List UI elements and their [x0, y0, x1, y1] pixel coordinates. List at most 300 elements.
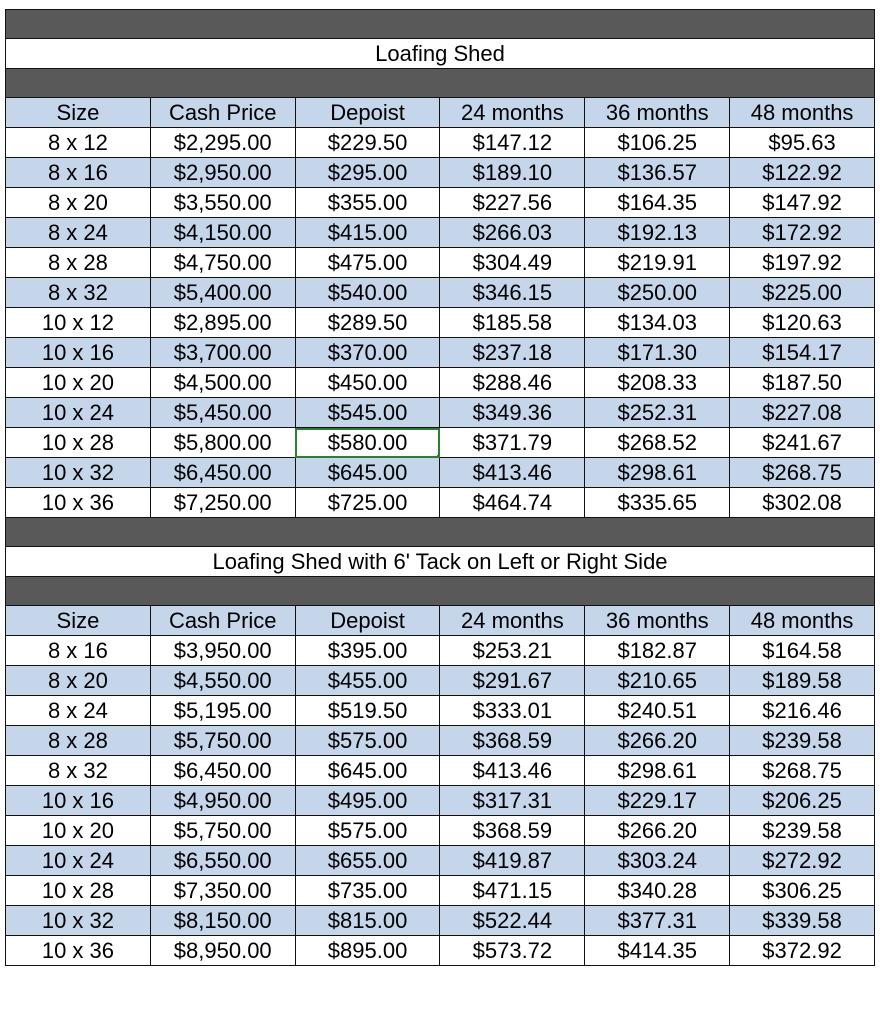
table-cell[interactable]: [150, 488, 295, 518]
table-cell[interactable]: [150, 726, 295, 756]
cell-value: $289.50: [327, 309, 408, 335]
cell-value: $6,450.00: [173, 459, 272, 485]
cell-value: $370.00: [327, 339, 408, 365]
cell-value: $253.21: [472, 637, 553, 663]
table-cell[interactable]: [440, 786, 585, 816]
cell-value: $540.00: [327, 279, 408, 305]
cell-value: $250.00: [617, 279, 697, 305]
table-cell[interactable]: [585, 876, 730, 906]
cell-value: $303.24: [617, 847, 697, 873]
table-cell[interactable]: [295, 816, 440, 846]
table-cell[interactable]: [440, 636, 585, 666]
cell-value: $197.92: [762, 249, 842, 275]
table-row: [6, 726, 875, 756]
cell-value: $6,550.00: [173, 847, 272, 873]
table-cell[interactable]: [6, 696, 151, 726]
cell-value: $575.00: [327, 817, 408, 843]
table-cell[interactable]: [585, 218, 730, 248]
table-cell[interactable]: [295, 876, 440, 906]
cell-value: 10 x 20: [41, 817, 114, 843]
table-cell[interactable]: [150, 816, 295, 846]
table-cell[interactable]: [585, 696, 730, 726]
table-cell[interactable]: [730, 248, 875, 278]
column-header[interactable]: Cash Price: [150, 98, 295, 128]
table-cell[interactable]: [585, 666, 730, 696]
cell-value: $464.74: [472, 489, 553, 515]
cell-value: $815.00: [327, 907, 408, 933]
table-cell[interactable]: [585, 308, 730, 338]
cell-value: $219.91: [617, 249, 697, 275]
table-cell[interactable]: [150, 756, 295, 786]
table-cell[interactable]: [150, 188, 295, 218]
table-cell[interactable]: [585, 636, 730, 666]
table-cell[interactable]: [440, 158, 585, 188]
table-row: [6, 636, 875, 666]
band-cell[interactable]: [6, 10, 875, 39]
table-cell[interactable]: [6, 278, 151, 308]
cell-value: 10 x 24: [41, 399, 114, 425]
cell-value: 8 x 32: [47, 279, 108, 305]
table-cell[interactable]: [295, 906, 440, 936]
table-cell[interactable]: [6, 936, 151, 966]
cell-value: $304.49: [472, 249, 553, 275]
cell-value: $2,950.00: [173, 159, 272, 185]
cell-value: $227.56: [472, 189, 553, 215]
table-cell[interactable]: [295, 696, 440, 726]
cell-value: $187.50: [762, 369, 842, 395]
cell-value: $182.87: [617, 637, 697, 663]
cell-value: $4,550.00: [173, 667, 272, 693]
column-header[interactable]: Size: [6, 606, 151, 636]
cell-value: 8 x 24: [47, 697, 108, 723]
column-header[interactable]: 24 months: [440, 606, 585, 636]
table-cell[interactable]: [295, 218, 440, 248]
table-cell[interactable]: [440, 248, 585, 278]
cell-value: $122.92: [762, 159, 842, 185]
table-cell[interactable]: [585, 726, 730, 756]
cell-value: $645.00: [327, 757, 408, 783]
cell-value: $171.30: [617, 339, 697, 365]
cell-value: 8 x 32: [47, 757, 108, 783]
table-row: [6, 428, 875, 458]
cell-value: $266.20: [617, 817, 697, 843]
table-cell[interactable]: [150, 786, 295, 816]
table-cell[interactable]: [730, 428, 875, 458]
table-row: [6, 756, 875, 786]
table-row: [6, 368, 875, 398]
cell-value: $164.35: [617, 189, 697, 215]
table-cell[interactable]: [295, 488, 440, 518]
cell-value: $368.59: [472, 817, 553, 843]
cell-value: 8 x 28: [47, 727, 108, 753]
table-row: [6, 906, 875, 936]
table-cell[interactable]: [295, 786, 440, 816]
fill-handle[interactable]: [437, 455, 440, 458]
section-title[interactable]: Loafing Shed: [6, 39, 875, 69]
column-header[interactable]: 24 months: [440, 98, 585, 128]
table-cell[interactable]: [6, 158, 151, 188]
table-cell[interactable]: [150, 636, 295, 666]
table-cell[interactable]: [295, 308, 440, 338]
cell-value: $95.63: [768, 129, 836, 155]
table-cell[interactable]: [730, 726, 875, 756]
table-cell[interactable]: [440, 756, 585, 786]
table-cell[interactable]: [730, 278, 875, 308]
cell-value: $7,250.00: [173, 489, 272, 515]
table-cell[interactable]: [730, 308, 875, 338]
table-cell[interactable]: [585, 188, 730, 218]
table-cell[interactable]: [585, 756, 730, 786]
cell-value: $298.61: [617, 757, 697, 783]
cell-value: $147.92: [762, 189, 842, 215]
table-row: [6, 936, 875, 966]
table-row: [6, 188, 875, 218]
table-cell[interactable]: [295, 726, 440, 756]
table-row: [6, 308, 875, 338]
column-header[interactable]: 36 months: [585, 98, 730, 128]
table-cell[interactable]: [730, 398, 875, 428]
column-header[interactable]: Depoist: [295, 606, 440, 636]
cell-value: $5,750.00: [173, 727, 272, 753]
cell-value: $4,500.00: [173, 369, 272, 395]
cell-value: $239.58: [762, 817, 842, 843]
table-cell[interactable]: [150, 308, 295, 338]
table-cell[interactable]: [585, 936, 730, 966]
band-cell[interactable]: [6, 518, 875, 547]
table-cell[interactable]: [150, 696, 295, 726]
cell-value: $291.67: [472, 667, 553, 693]
table-cell[interactable]: [440, 188, 585, 218]
table-cell[interactable]: [150, 368, 295, 398]
table-cell[interactable]: [440, 696, 585, 726]
cell-value: $395.00: [327, 637, 408, 663]
column-header[interactable]: 48 months: [730, 98, 875, 128]
table-cell[interactable]: [730, 218, 875, 248]
table-cell[interactable]: [440, 936, 585, 966]
table-cell[interactable]: [440, 308, 585, 338]
cell-value: $655.00: [327, 847, 408, 873]
table-cell[interactable]: [440, 428, 585, 458]
table-cell[interactable]: [6, 816, 151, 846]
table-cell[interactable]: [295, 248, 440, 278]
table-cell[interactable]: [295, 756, 440, 786]
table-cell[interactable]: [6, 786, 151, 816]
table-cell[interactable]: [150, 278, 295, 308]
table-row: [6, 816, 875, 846]
table-cell[interactable]: [730, 936, 875, 966]
table-row: [6, 458, 875, 488]
table-cell[interactable]: [295, 278, 440, 308]
cell-value: $8,950.00: [173, 937, 272, 963]
cell-value: $106.25: [617, 129, 697, 155]
table-row: [6, 398, 875, 428]
table-cell[interactable]: [150, 428, 295, 458]
cell-value: $4,750.00: [173, 249, 272, 275]
cell-value: $725.00: [327, 489, 408, 515]
table-cell[interactable]: [440, 338, 585, 368]
section-band: [6, 577, 875, 606]
column-header-row: [6, 606, 875, 636]
cell-value: $346.15: [472, 279, 553, 305]
cell-value: $471.15: [472, 877, 553, 903]
column-header[interactable]: Size: [6, 98, 151, 128]
table-cell[interactable]: [440, 906, 585, 936]
cell-value: $5,450.00: [173, 399, 272, 425]
table-cell[interactable]: [6, 458, 151, 488]
table-cell[interactable]: [150, 398, 295, 428]
table-cell[interactable]: [295, 158, 440, 188]
table-cell[interactable]: [730, 786, 875, 816]
cell-value: $147.12: [472, 129, 553, 155]
table-cell[interactable]: [6, 128, 151, 158]
table-cell[interactable]: [585, 428, 730, 458]
table-row: [6, 488, 875, 518]
table-cell[interactable]: [6, 756, 151, 786]
table-cell[interactable]: [150, 936, 295, 966]
cell-value: $306.25: [762, 877, 842, 903]
table-row: [6, 218, 875, 248]
cell-value: $185.58: [472, 309, 553, 335]
table-cell[interactable]: [6, 218, 151, 248]
band-cell[interactable]: [6, 69, 875, 98]
table-cell[interactable]: [440, 666, 585, 696]
table-cell[interactable]: [585, 786, 730, 816]
column-header[interactable]: 48 months: [730, 606, 875, 636]
cell-value: $225.00: [762, 279, 842, 305]
table-cell[interactable]: [150, 218, 295, 248]
cell-value: $415.00: [327, 219, 408, 245]
table-cell[interactable]: [150, 128, 295, 158]
cell-value: $495.00: [327, 787, 408, 813]
table-cell[interactable]: [150, 906, 295, 936]
column-header[interactable]: 36 months: [585, 606, 730, 636]
table-cell[interactable]: [730, 816, 875, 846]
table-cell[interactable]: [6, 398, 151, 428]
cell-value: $4,950.00: [173, 787, 272, 813]
cell-value: $3,950.00: [173, 637, 272, 663]
table-cell[interactable]: [730, 876, 875, 906]
table-cell[interactable]: [730, 188, 875, 218]
cell-value: $735.00: [327, 877, 408, 903]
cell-value: $335.65: [617, 489, 697, 515]
table-cell[interactable]: [6, 308, 151, 338]
cell-value: $3,700.00: [173, 339, 272, 365]
cell-value: $210.65: [617, 667, 697, 693]
cell-value: $895.00: [327, 937, 408, 963]
cell-value: 8 x 12: [47, 129, 108, 155]
table-cell[interactable]: [150, 666, 295, 696]
cell-value: $272.92: [762, 847, 842, 873]
table-cell[interactable]: [6, 428, 151, 458]
cell-value: $377.31: [617, 907, 697, 933]
table-cell[interactable]: [585, 158, 730, 188]
table-cell[interactable]: [6, 248, 151, 278]
cell-value: $266.20: [617, 727, 697, 753]
cell-value: $268.75: [762, 459, 842, 485]
table-cell[interactable]: [585, 458, 730, 488]
cell-value: $134.03: [617, 309, 697, 335]
table-cell[interactable]: [295, 128, 440, 158]
table-cell[interactable]: [440, 458, 585, 488]
table-cell[interactable]: [6, 906, 151, 936]
table-cell[interactable]: [440, 876, 585, 906]
table-cell[interactable]: [440, 816, 585, 846]
table-cell[interactable]: [730, 756, 875, 786]
table-cell[interactable]: [730, 488, 875, 518]
table-cell[interactable]: [730, 666, 875, 696]
cell-value: 10 x 16: [41, 787, 114, 813]
section-band: [6, 69, 875, 98]
cell-value: $580.00: [327, 429, 408, 455]
cell-value: $302.08: [762, 489, 842, 515]
cell-value: $339.58: [762, 907, 842, 933]
selected-cell[interactable]: [295, 428, 440, 458]
cell-value: $164.58: [762, 637, 842, 663]
table-row: [6, 696, 875, 726]
table-cell[interactable]: [295, 368, 440, 398]
table-cell[interactable]: [6, 726, 151, 756]
table-cell[interactable]: [730, 128, 875, 158]
table-cell[interactable]: [150, 158, 295, 188]
table-cell[interactable]: [440, 398, 585, 428]
table-cell[interactable]: [6, 338, 151, 368]
table-cell[interactable]: [585, 906, 730, 936]
table-cell[interactable]: [440, 128, 585, 158]
table-cell[interactable]: [730, 846, 875, 876]
table-cell[interactable]: [730, 696, 875, 726]
table-cell[interactable]: [295, 188, 440, 218]
cell-value: 10 x 20: [41, 369, 114, 395]
table-cell[interactable]: [295, 338, 440, 368]
section-title[interactable]: Loafing Shed with 6' Tack on Left or Right Side: [6, 547, 875, 577]
table-row: [6, 248, 875, 278]
cell-value: $266.03: [472, 219, 553, 245]
table-cell[interactable]: [295, 398, 440, 428]
cell-value: $229.17: [617, 787, 697, 813]
cell-value: $2,895.00: [173, 309, 272, 335]
cell-value: $573.72: [472, 937, 553, 963]
column-header[interactable]: Depoist: [295, 98, 440, 128]
cell-value: $340.28: [617, 877, 697, 903]
table-cell[interactable]: [150, 458, 295, 488]
section-title-row: [6, 39, 875, 69]
table-cell[interactable]: [730, 458, 875, 488]
table-cell[interactable]: [440, 368, 585, 398]
table-cell[interactable]: [295, 666, 440, 696]
table-row: [6, 786, 875, 816]
cell-value: $241.67: [762, 429, 842, 455]
cell-value: 8 x 20: [47, 667, 108, 693]
table-cell[interactable]: [585, 846, 730, 876]
cell-value: $189.58: [762, 667, 842, 693]
cell-value: $136.57: [617, 159, 697, 185]
table-cell[interactable]: [6, 488, 151, 518]
cell-value: $419.87: [472, 847, 553, 873]
table-cell[interactable]: [150, 846, 295, 876]
cell-value: 10 x 32: [41, 459, 114, 485]
cell-value: $3,550.00: [173, 189, 272, 215]
cell-value: $333.01: [472, 697, 553, 723]
table-cell[interactable]: [585, 128, 730, 158]
cell-value: $455.00: [327, 667, 408, 693]
table-cell[interactable]: [6, 666, 151, 696]
table-cell[interactable]: [6, 846, 151, 876]
table-cell[interactable]: [585, 248, 730, 278]
table-cell[interactable]: [585, 488, 730, 518]
cell-value: 10 x 32: [41, 907, 114, 933]
table-cell[interactable]: [585, 338, 730, 368]
table-row: [6, 876, 875, 906]
cell-value: $475.00: [327, 249, 408, 275]
column-header[interactable]: Cash Price: [150, 606, 295, 636]
table-cell[interactable]: [730, 158, 875, 188]
price-table: [5, 9, 875, 966]
cell-value: $227.08: [762, 399, 842, 425]
table-cell[interactable]: [295, 636, 440, 666]
table-cell[interactable]: [730, 636, 875, 666]
cell-value: $317.31: [472, 787, 553, 813]
table-cell[interactable]: [585, 368, 730, 398]
cell-value: $120.63: [762, 309, 842, 335]
cell-value: $268.52: [617, 429, 697, 455]
table-cell[interactable]: [730, 368, 875, 398]
cell-value: 8 x 16: [47, 637, 108, 663]
table-cell[interactable]: [730, 906, 875, 936]
cell-value: $295.00: [327, 159, 408, 185]
cell-value: $5,750.00: [173, 817, 272, 843]
table-cell[interactable]: [6, 188, 151, 218]
cell-value: $8,150.00: [173, 907, 272, 933]
table-row: [6, 278, 875, 308]
table-row: [6, 666, 875, 696]
table-cell[interactable]: [295, 846, 440, 876]
table-cell[interactable]: [150, 876, 295, 906]
table-cell[interactable]: [440, 726, 585, 756]
table-cell[interactable]: [150, 338, 295, 368]
table-cell[interactable]: [150, 248, 295, 278]
table-cell[interactable]: [6, 636, 151, 666]
table-row: [6, 846, 875, 876]
cell-value: $349.36: [472, 399, 553, 425]
cell-value: $413.46: [472, 459, 553, 485]
table-cell[interactable]: [730, 338, 875, 368]
cell-value: $189.10: [472, 159, 553, 185]
table-cell[interactable]: [585, 278, 730, 308]
cell-value: $5,195.00: [173, 697, 272, 723]
table-cell[interactable]: [440, 278, 585, 308]
table-cell[interactable]: [585, 398, 730, 428]
cell-value: $154.17: [762, 339, 842, 365]
table-cell[interactable]: [6, 876, 151, 906]
table-cell[interactable]: [585, 816, 730, 846]
cell-value: $206.25: [762, 787, 842, 813]
table-cell[interactable]: [6, 368, 151, 398]
cell-value: $192.13: [617, 219, 697, 245]
cell-value: 10 x 16: [41, 339, 114, 365]
cell-value: $645.00: [327, 459, 408, 485]
table-cell[interactable]: [440, 846, 585, 876]
cell-value: $2,295.00: [173, 129, 272, 155]
band-cell[interactable]: [6, 577, 875, 606]
table-row: [6, 128, 875, 158]
table-cell[interactable]: [295, 458, 440, 488]
cell-value: $229.50: [327, 129, 408, 155]
cell-value: $5,800.00: [173, 429, 272, 455]
table-cell[interactable]: [440, 218, 585, 248]
table-cell[interactable]: [440, 488, 585, 518]
table-cell[interactable]: [295, 936, 440, 966]
cell-value: $519.50: [327, 697, 408, 723]
